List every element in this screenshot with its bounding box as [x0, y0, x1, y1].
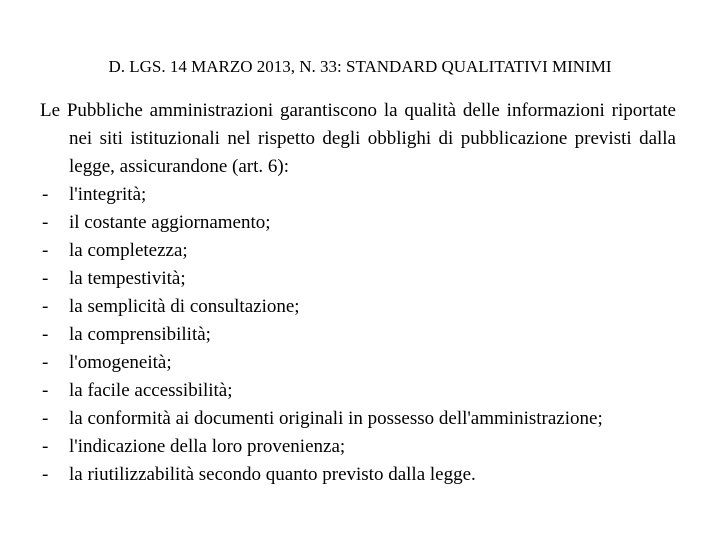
bullet-marker: -	[42, 464, 49, 485]
bullet-marker: -	[42, 268, 49, 289]
list-item	[40, 265, 676, 293]
bullet-marker: -	[42, 184, 49, 205]
bullet-marker: -	[42, 324, 49, 345]
list-item	[40, 293, 676, 321]
list-item	[40, 405, 676, 433]
list-item	[40, 433, 676, 461]
list-item	[40, 461, 676, 489]
list-item-text: l'indicazione della loro provenienza;	[69, 436, 346, 457]
bullet-marker: -	[42, 212, 49, 233]
list-item-text: la riutilizzabilità secondo quanto previsto dalla legge.	[69, 464, 476, 485]
list-item-text: la facile accessibilità;	[69, 380, 233, 401]
list-item	[40, 377, 676, 405]
bullet-marker: -	[42, 240, 49, 261]
list-item	[40, 321, 676, 349]
slide-body	[40, 97, 676, 489]
list-item-text: la conformità ai documenti originali in possesso dell'amministrazione;	[69, 408, 603, 429]
bullet-marker: -	[42, 380, 49, 401]
list-item-text: il costante aggiornamento;	[69, 212, 271, 233]
list-item-text: la completezza;	[69, 240, 188, 261]
slide-title: D. LGS. 14 MARZO 2013, N. 33: STANDARD QUALITATIVI MINIMI	[108, 57, 612, 76]
bullet-marker: -	[42, 352, 49, 373]
standards-list	[40, 181, 676, 489]
list-item-text: la tempestività;	[69, 268, 186, 289]
bullet-marker: -	[42, 408, 49, 429]
list-item	[40, 209, 676, 237]
list-item-text: la comprensibilità;	[69, 324, 211, 345]
list-item-text: l'integrità;	[69, 184, 147, 205]
list-item	[40, 237, 676, 265]
list-item-text: l'omogeneità;	[69, 352, 172, 373]
list-item	[40, 349, 676, 377]
intro-paragraph: Le Pubbliche amministrazioni garantiscono la qualità delle informazioni riportate nei siti istituzionali nel rispetto degli obblighi di pubblicazione previsti dalla legge, assicurandone (art. 6):	[40, 100, 676, 177]
list-item	[40, 181, 676, 209]
list-item-text: la semplicità di consultazione;	[69, 296, 300, 317]
bullet-marker: -	[42, 296, 49, 317]
bullet-marker: -	[42, 436, 49, 457]
